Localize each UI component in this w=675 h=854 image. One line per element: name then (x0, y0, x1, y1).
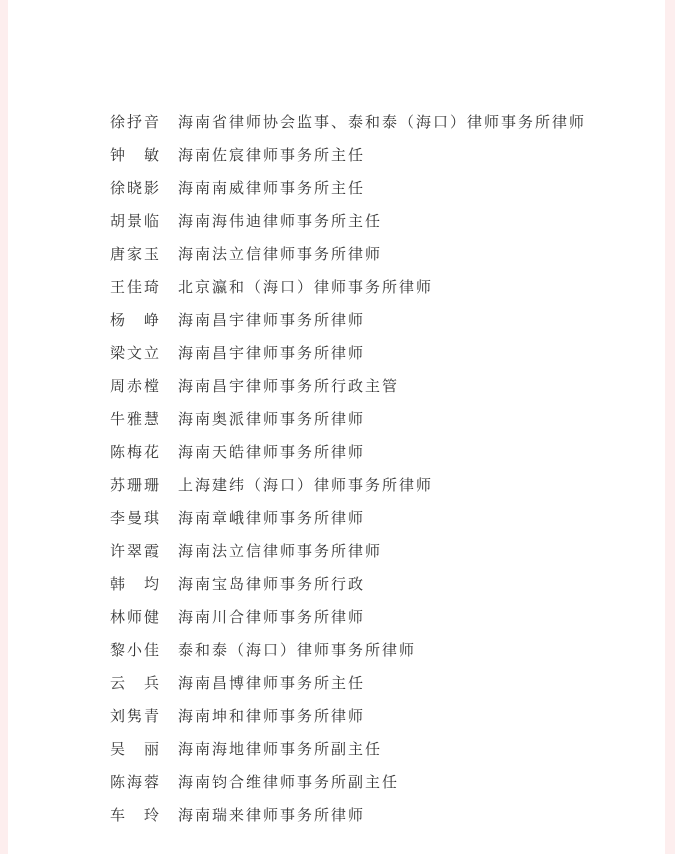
list-item (110, 171, 586, 204)
member-title: 海南瑞来律师事务所律师 (178, 806, 366, 824)
member-title: 海南昌宇律师事务所律师 (178, 344, 366, 362)
list-item (110, 138, 586, 171)
member-name: 陈梅花 (110, 443, 162, 461)
list-item (110, 402, 586, 435)
list-item (110, 798, 586, 831)
list-item (110, 666, 586, 699)
list-item (110, 105, 586, 138)
member-title: 海南天皓律师事务所律师 (178, 443, 366, 461)
member-title: 海南昌宇律师事务所律师 (178, 311, 366, 329)
member-name: 韩 均 (110, 575, 162, 593)
member-name: 林师健 (110, 608, 162, 626)
list-item (110, 567, 586, 600)
list-item (110, 600, 586, 633)
member-title: 海南钧合维律师事务所副主任 (178, 773, 400, 791)
member-title: 上海建纬（海口）律师事务所律师 (178, 476, 434, 494)
list-item (110, 237, 586, 270)
list-item (110, 270, 586, 303)
list-item (110, 204, 586, 237)
member-title: 海南章峨律师事务所律师 (178, 509, 366, 527)
list-item (110, 501, 586, 534)
member-title: 海南昌博律师事务所主任 (178, 674, 366, 692)
member-list (110, 105, 586, 831)
member-name: 周赤樘 (110, 377, 162, 395)
list-item (110, 732, 586, 765)
member-name: 车 玲 (110, 806, 162, 824)
document-page (8, 0, 665, 854)
member-title: 海南奥派律师事务所律师 (178, 410, 366, 428)
member-title: 海南法立信律师事务所律师 (178, 245, 383, 263)
member-name: 牛雅慧 (110, 410, 162, 428)
member-title: 海南坤和律师事务所律师 (178, 707, 366, 725)
list-item (110, 765, 586, 798)
member-title: 海南海伟迪律师事务所主任 (178, 212, 383, 230)
member-name: 徐抒音 (110, 113, 162, 131)
list-item (110, 468, 586, 501)
member-title: 海南法立信律师事务所律师 (178, 542, 383, 560)
member-name: 吴 丽 (110, 740, 162, 758)
member-name: 云 兵 (110, 674, 162, 692)
member-name: 胡景临 (110, 212, 162, 230)
list-item (110, 534, 586, 567)
list-item (110, 699, 586, 732)
member-name: 杨 峥 (110, 311, 162, 329)
member-title: 海南南威律师事务所主任 (178, 179, 366, 197)
member-name: 李曼琪 (110, 509, 162, 527)
member-title: 海南昌宇律师事务所行政主管 (178, 377, 400, 395)
list-item (110, 336, 586, 369)
member-title: 海南省律师协会监事、泰和泰（海口）律师事务所律师 (178, 113, 587, 131)
list-item (110, 435, 586, 468)
list-item (110, 633, 586, 666)
member-name: 梁文立 (110, 344, 162, 362)
member-name: 许翠霞 (110, 542, 162, 560)
member-name: 王佳琦 (110, 278, 162, 296)
member-name: 刘隽青 (110, 707, 162, 725)
member-name: 陈海蓉 (110, 773, 162, 791)
member-name: 黎小佳 (110, 641, 162, 659)
member-title: 海南海地律师事务所副主任 (178, 740, 383, 758)
member-title: 海南佐宸律师事务所主任 (178, 146, 366, 164)
member-title: 海南宝岛律师事务所行政 (178, 575, 366, 593)
list-item (110, 303, 586, 336)
member-title: 海南川合律师事务所律师 (178, 608, 366, 626)
member-name: 唐家玉 (110, 245, 162, 263)
member-title: 北京瀛和（海口）律师事务所律师 (178, 278, 434, 296)
member-name: 苏珊珊 (110, 476, 162, 494)
member-title: 泰和泰（海口）律师事务所律师 (178, 641, 417, 659)
list-item (110, 369, 586, 402)
member-name: 徐晓影 (110, 179, 162, 197)
member-name: 钟 敏 (110, 146, 162, 164)
